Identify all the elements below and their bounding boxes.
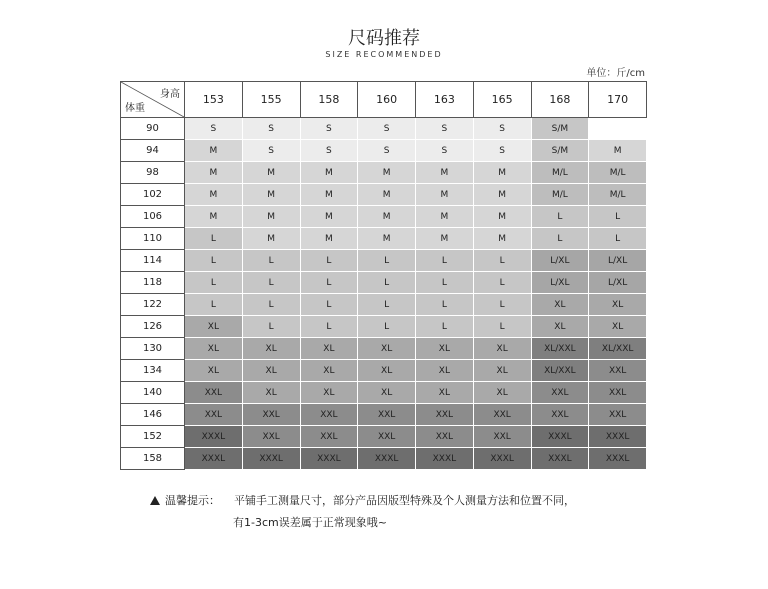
size-cell: S	[358, 140, 416, 162]
size-cell: S	[300, 140, 358, 162]
table-row	[121, 294, 647, 316]
tip-line-2: 有1-3cm误差属于正常现象哦~	[233, 516, 387, 529]
size-cell: M	[242, 184, 300, 206]
weight-cell: 122	[121, 294, 185, 316]
weight-cell: 98	[121, 162, 185, 184]
table-row	[121, 360, 647, 382]
size-cell: XL	[416, 338, 474, 360]
size-cell: M	[473, 184, 531, 206]
size-cell: S	[185, 118, 243, 140]
size-cell: L	[300, 250, 358, 272]
size-cell: L	[358, 272, 416, 294]
size-cell: XXL	[473, 404, 531, 426]
size-cell: M	[300, 206, 358, 228]
size-cell: XXXL	[589, 448, 647, 470]
size-cell: L	[242, 250, 300, 272]
size-cell: M	[358, 206, 416, 228]
size-cell	[589, 118, 647, 140]
size-cell: M	[300, 162, 358, 184]
size-cell: M/L	[531, 162, 589, 184]
size-cell: XXL	[416, 404, 474, 426]
size-cell: XXXL	[185, 448, 243, 470]
size-cell: XXXL	[416, 448, 474, 470]
size-cell: S	[358, 118, 416, 140]
size-cell: M	[185, 184, 243, 206]
size-table	[120, 81, 647, 470]
size-cell: XXL	[242, 426, 300, 448]
size-cell: M	[416, 206, 474, 228]
tip-label: 温馨提示：	[165, 494, 220, 507]
size-cell: XL	[589, 316, 647, 338]
size-cell: S	[300, 118, 358, 140]
size-cell: S	[242, 140, 300, 162]
size-cell: XXL	[300, 404, 358, 426]
size-cell: XL	[358, 360, 416, 382]
size-table-body	[121, 118, 647, 470]
size-cell: M/L	[589, 162, 647, 184]
size-cell: XL	[358, 382, 416, 404]
table-row	[121, 250, 647, 272]
weight-cell: 102	[121, 184, 185, 206]
size-cell: XXXL	[589, 426, 647, 448]
size-cell: L	[531, 206, 589, 228]
size-cell: M	[185, 162, 243, 184]
size-cell: M	[242, 162, 300, 184]
size-cell: XL	[185, 360, 243, 382]
size-cell: L	[242, 316, 300, 338]
size-cell: L	[589, 228, 647, 250]
size-cell: M	[185, 206, 243, 228]
size-cell: M	[416, 228, 474, 250]
size-cell: L	[242, 272, 300, 294]
size-cell: L/XL	[589, 272, 647, 294]
size-cell: M	[358, 228, 416, 250]
height-header-cell: 160	[358, 82, 416, 118]
size-cell: XXXL	[358, 448, 416, 470]
size-cell: L	[416, 294, 474, 316]
size-cell: L	[358, 316, 416, 338]
size-cell: XXL	[589, 360, 647, 382]
table-row	[121, 162, 647, 184]
weight-cell: 152	[121, 426, 185, 448]
size-cell: M	[358, 184, 416, 206]
size-cell: M	[589, 140, 647, 162]
size-cell: XL	[300, 360, 358, 382]
size-cell: M	[242, 206, 300, 228]
table-row	[121, 338, 647, 360]
size-cell: L	[242, 294, 300, 316]
size-cell: M/L	[589, 184, 647, 206]
size-cell: M	[300, 184, 358, 206]
table-row	[121, 206, 647, 228]
size-cell: M	[473, 162, 531, 184]
size-cell: XL	[416, 360, 474, 382]
height-header-cell: 165	[473, 82, 531, 118]
size-cell: L	[416, 272, 474, 294]
size-cell: M	[416, 162, 474, 184]
size-cell: XXL	[589, 404, 647, 426]
weight-cell: 130	[121, 338, 185, 360]
size-cell: L	[300, 316, 358, 338]
height-header-cell: 158	[300, 82, 358, 118]
size-cell: XL	[531, 316, 589, 338]
size-cell: XL/XXL	[589, 338, 647, 360]
size-cell: XXL	[185, 404, 243, 426]
size-cell: XXL	[589, 382, 647, 404]
size-cell: L	[185, 228, 243, 250]
size-cell: L	[473, 294, 531, 316]
size-cell: XXL	[416, 426, 474, 448]
size-cell: S/M	[531, 140, 589, 162]
table-row	[121, 382, 647, 404]
size-cell: L	[185, 250, 243, 272]
size-cell: XXXL	[185, 426, 243, 448]
size-cell: L/XL	[589, 250, 647, 272]
size-cell: L	[358, 294, 416, 316]
table-row	[121, 404, 647, 426]
size-cell: XL	[242, 382, 300, 404]
table-row	[121, 140, 647, 162]
weight-cell: 158	[121, 448, 185, 470]
size-cell: M	[473, 206, 531, 228]
size-cell: M	[185, 140, 243, 162]
tip-line-1: 平铺手工测量尺寸，部分产品因版型特殊及个人测量方法和位置不同，	[234, 494, 575, 507]
height-header-cell: 155	[242, 82, 300, 118]
table-row	[121, 272, 647, 294]
unit-label: 单位：斤/cm	[586, 68, 645, 79]
size-cell: L/XL	[531, 250, 589, 272]
size-cell: XL	[473, 338, 531, 360]
size-cell: XL	[473, 382, 531, 404]
weight-cell: 94	[121, 140, 185, 162]
size-cell: L/XL	[531, 272, 589, 294]
table-row	[121, 448, 647, 470]
size-cell: L	[185, 272, 243, 294]
table-row	[121, 118, 647, 140]
weight-cell: 114	[121, 250, 185, 272]
size-cell: XXXL	[473, 448, 531, 470]
size-cell: XL/XXL	[531, 360, 589, 382]
size-cell: S	[242, 118, 300, 140]
size-cell: L	[473, 272, 531, 294]
size-cell: L	[416, 316, 474, 338]
size-cell: M	[473, 228, 531, 250]
size-cell: L	[416, 250, 474, 272]
size-cell: S	[416, 140, 474, 162]
weight-cell: 146	[121, 404, 185, 426]
page-subtitle: SIZE RECOMMENDED	[325, 50, 443, 59]
size-cell: M	[358, 162, 416, 184]
height-header-cell: 170	[589, 82, 647, 118]
size-cell: XL	[473, 360, 531, 382]
size-cell: XL	[185, 316, 243, 338]
size-cell: S	[473, 118, 531, 140]
height-header-cell: 163	[416, 82, 474, 118]
size-cell: XXL	[242, 404, 300, 426]
weight-cell: 106	[121, 206, 185, 228]
size-cell: XXL	[358, 404, 416, 426]
size-cell: S	[416, 118, 474, 140]
size-cell: XL	[242, 338, 300, 360]
weight-cell: 90	[121, 118, 185, 140]
size-cell: XL	[300, 382, 358, 404]
corner-cell	[121, 82, 185, 118]
page-title: 尺码推荐	[348, 28, 420, 49]
size-cell: XXL	[531, 404, 589, 426]
size-cell: XL	[242, 360, 300, 382]
size-cell: M	[416, 184, 474, 206]
size-cell: XL	[358, 338, 416, 360]
size-cell: XXXL	[531, 426, 589, 448]
size-cell: L	[300, 272, 358, 294]
size-cell: XXL	[185, 382, 243, 404]
size-cell: M	[242, 228, 300, 250]
size-cell: L	[589, 206, 647, 228]
size-cell: S	[473, 140, 531, 162]
table-row	[121, 316, 647, 338]
size-cell: XL	[531, 294, 589, 316]
warning-icon	[150, 496, 160, 505]
weight-cell: 134	[121, 360, 185, 382]
size-cell: L	[531, 228, 589, 250]
size-cell: XXXL	[242, 448, 300, 470]
table-row	[121, 228, 647, 250]
size-cell: XXXL	[531, 448, 589, 470]
size-cell: L	[300, 294, 358, 316]
table-row	[121, 426, 647, 448]
size-cell: XL	[300, 338, 358, 360]
size-cell: XXXL	[300, 448, 358, 470]
size-cell: XL	[589, 294, 647, 316]
weight-axis-label: 体重	[125, 103, 145, 114]
size-cell: XL/XXL	[531, 338, 589, 360]
size-cell: S/M	[531, 118, 589, 140]
weight-cell: 110	[121, 228, 185, 250]
height-axis-label: 身高	[160, 89, 180, 100]
weight-cell: 140	[121, 382, 185, 404]
height-header-row	[121, 82, 647, 118]
size-cell: L	[185, 294, 243, 316]
size-cell: L	[473, 316, 531, 338]
size-cell: XXL	[300, 426, 358, 448]
weight-cell: 126	[121, 316, 185, 338]
size-cell: M	[300, 228, 358, 250]
size-cell: M/L	[531, 184, 589, 206]
size-cell: XXL	[358, 426, 416, 448]
size-cell: XL	[185, 338, 243, 360]
size-cell: XXL	[473, 426, 531, 448]
size-cell: XL	[416, 382, 474, 404]
size-cell: XXL	[531, 382, 589, 404]
weight-cell: 118	[121, 272, 185, 294]
size-cell: L	[473, 250, 531, 272]
height-header-cell: 153	[185, 82, 243, 118]
height-header-cell: 168	[531, 82, 589, 118]
size-cell: L	[358, 250, 416, 272]
tip-note	[150, 492, 575, 508]
table-row	[121, 184, 647, 206]
